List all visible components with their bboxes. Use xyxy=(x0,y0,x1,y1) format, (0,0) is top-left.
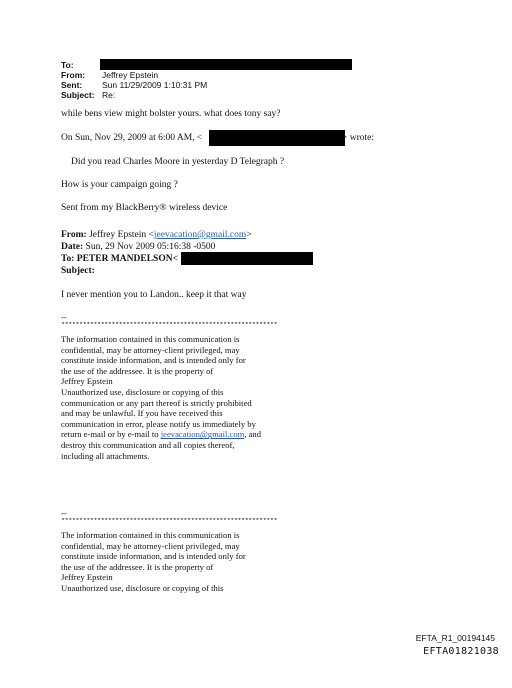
quoted-line-1: Did you read Charles Moore in yesterday D Telegraph ? xyxy=(71,157,285,167)
inner-to-line xyxy=(61,254,178,265)
subject-value: Re: xyxy=(102,90,116,100)
inner-from-name: Jeffrey Epstein < xyxy=(89,230,154,240)
inner-date-value: Sun, 29 Nov 2009 05:16:38 -0500 xyxy=(85,242,216,252)
disclaimer-1-email-line xyxy=(61,429,261,440)
inner-to-value: PETER MANDELSON< xyxy=(76,254,178,264)
disclaimer-email-prefix: return e-mail or by e-mail to xyxy=(61,429,161,440)
redaction-quoted-sender xyxy=(209,130,345,146)
stars-divider-2: ************************************************************ xyxy=(61,518,278,526)
disclaimer-1-line: communication in error, please notify us immediately by xyxy=(61,418,256,429)
inner-from-label: From: xyxy=(61,230,87,240)
reply-body: while bens view might bolster yours. what does tony say? xyxy=(61,109,281,119)
from-value: Jeffrey Epstein xyxy=(102,70,159,80)
stars-divider-1: ************************************************************ xyxy=(61,322,278,330)
separator-2: -- xyxy=(61,508,67,518)
disclaimer-2-line: the use of the addressee. It is the property of xyxy=(61,561,214,572)
disclaimer-2-line: The information contained in this communication is xyxy=(61,530,240,540)
disclaimer-2 xyxy=(61,530,246,594)
footer-reference-1: EFTA_R1_00194145 xyxy=(415,633,495,643)
inner-from-email-link[interactable]: jeevacation@gmail.com xyxy=(153,230,247,240)
disclaimer-1-line: the use of the addressee. It is the property of xyxy=(61,365,214,376)
disclaimer-1-line: constitute inside information, and is intended only for xyxy=(61,355,246,366)
to-label: To: xyxy=(61,60,74,70)
separator-1: -- xyxy=(61,312,67,322)
quoted-line-3: Sent from my BlackBerry® wireless device xyxy=(61,203,228,213)
disclaimer-2-line: constitute inside information, and is intended only for xyxy=(61,551,246,562)
disclaimer-2-line: Jeffrey Epstein xyxy=(61,572,113,583)
subject-label: Subject: xyxy=(61,90,95,100)
quoted-intro-suffix: > wrote: xyxy=(342,133,375,143)
disclaimer-1-line: The information contained in this communication is xyxy=(61,334,240,344)
inner-subject-label: Subject: xyxy=(61,266,95,276)
disclaimer-2-line: confidential, may be attorney-client privileged, may xyxy=(61,540,240,551)
disclaimer-2-line: Unauthorized use, disclosure or copying of this xyxy=(61,582,224,593)
quoted-intro-prefix: On Sun, Nov 29, 2009 at 6:00 AM, < xyxy=(61,133,203,143)
redaction-inner-to xyxy=(181,252,313,265)
redaction-to xyxy=(100,59,352,70)
disclaimer-1-line: and may be unlawful. If you have received this xyxy=(61,408,223,419)
disclaimer-1-line: communication or any part thereof is strictly prohibited xyxy=(61,397,252,408)
disclaimer-email-suffix: , and xyxy=(244,429,262,440)
footer-reference-2: EFTA01821038 xyxy=(423,646,499,657)
disclaimer-1-line: destroy this communication and all copies thereof, xyxy=(61,439,235,450)
disclaimer-1-line: Unauthorized use, disclosure or copying of this xyxy=(61,386,224,397)
disclaimer-1-line: including all attachments. xyxy=(61,450,150,461)
sent-value: Sun 11/29/2009 1:10:31 PM xyxy=(102,80,208,90)
inner-body: I never mention you to Landon.. keep it that way xyxy=(61,290,247,300)
disclaimer-1-line: confidential, may be attorney-client privileged, may xyxy=(61,344,240,355)
sent-label: Sent: xyxy=(61,80,83,90)
quoted-line-2: How is your campaign going ? xyxy=(61,180,178,190)
from-label: From: xyxy=(61,70,86,80)
inner-date-label: Date: xyxy=(61,242,84,252)
inner-to-label: To: xyxy=(61,254,75,264)
inner-from-line xyxy=(61,230,252,241)
disclaimer-1 xyxy=(61,334,261,461)
disclaimer-email-link[interactable]: jeevacation@gmail.com xyxy=(160,429,245,440)
disclaimer-1-line: Jeffrey Epstein xyxy=(61,376,113,387)
inner-from-close: > xyxy=(246,230,252,240)
